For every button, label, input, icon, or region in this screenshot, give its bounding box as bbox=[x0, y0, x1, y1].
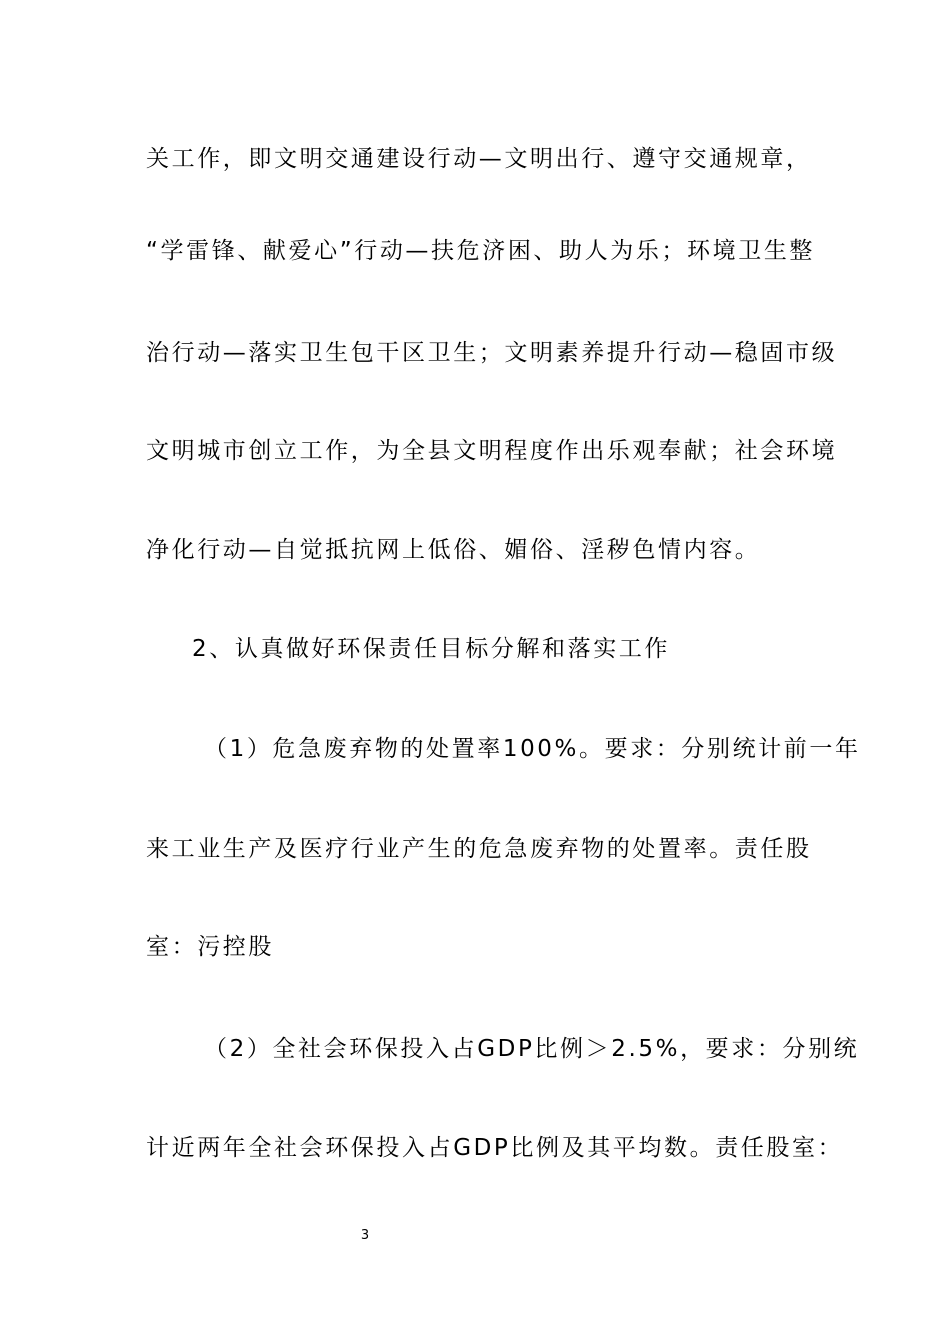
paragraph-1-line-1: 关工作，即文明交通建设行动—文明出行、遵守交通规章， bbox=[146, 146, 812, 172]
section-heading-2: 2、认真做好环保责任目标分解和落实工作 bbox=[192, 636, 671, 662]
item-2-line-1: （2）全社会环保投入占GDP比例＞2.5%，要求：分别统 bbox=[204, 1036, 860, 1062]
paragraph-1-line-5: 净化行动—自觉抵抗网上低俗、媚俗、淫秽色情内容。 bbox=[146, 537, 761, 563]
paragraph-1-line-4: 文明城市创立工作，为全县文明程度作出乐观奉献；社会环境 bbox=[146, 438, 838, 464]
item-1-line-2: 来工业生产及医疗行业产生的危急废弃物的处置率。责任股 bbox=[146, 836, 812, 862]
paragraph-1-line-2: “学雷锋、献爱心”行动—扶危济困、助人为乐；环境卫生整 bbox=[146, 238, 816, 264]
page-number: 3 bbox=[360, 1228, 370, 1243]
paragraph-1-line-3: 治行动—落实卫生包干区卫生；文明素养提升行动—稳固市级 bbox=[146, 340, 838, 366]
item-2-line-2: 计近两年全社会环保投入占GDP比例及其平均数。责任股室： bbox=[146, 1135, 844, 1161]
item-1-line-1: （1）危急废弃物的处置率100%。要求：分别统计前一年 bbox=[204, 736, 861, 762]
item-1-line-3: 室：污控股 bbox=[146, 934, 274, 960]
